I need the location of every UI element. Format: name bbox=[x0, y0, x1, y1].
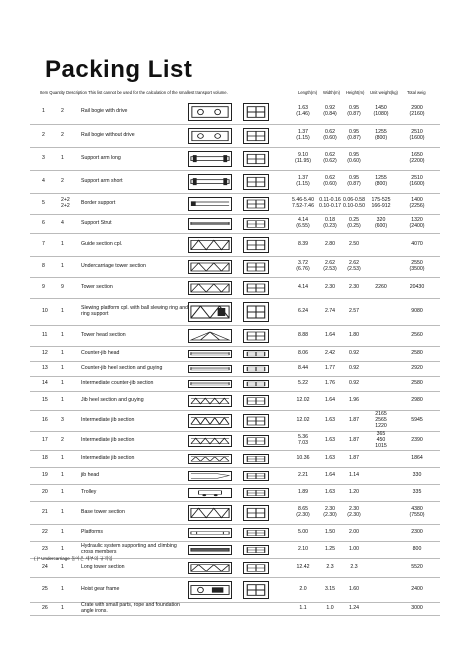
item-length: 2.10 bbox=[297, 546, 309, 553]
item-number: 18 bbox=[42, 455, 48, 462]
cross-section-icon bbox=[243, 174, 269, 190]
item-total-weight: 3000 bbox=[411, 605, 423, 612]
item-width: 2.30 (2.30) bbox=[323, 506, 337, 518]
item-width: 0.18 (0.23) bbox=[323, 217, 337, 229]
item-height: 0.92 bbox=[348, 380, 360, 387]
item-unit-weight bbox=[370, 525, 392, 541]
item-total-weight: 335 bbox=[412, 489, 422, 496]
item-unit-weight bbox=[370, 377, 392, 391]
page-title: Packing List bbox=[45, 56, 193, 83]
item-description: Hydraulic system supporting and climbing cross members bbox=[81, 543, 177, 555]
item-number: 16 bbox=[42, 417, 48, 424]
item-height: 2.3 bbox=[350, 564, 358, 571]
cross-section-icon bbox=[243, 562, 269, 574]
item-quantity: 1 bbox=[61, 489, 64, 496]
item-quantity: 1 bbox=[61, 455, 64, 462]
item-total-weight: 4380 (7550) bbox=[409, 506, 425, 518]
item-height: 2.00 bbox=[348, 529, 360, 536]
cross-section-icon bbox=[243, 329, 269, 343]
item-number: 14 bbox=[42, 380, 48, 387]
item-total-weight: 1864 bbox=[411, 455, 423, 462]
lattice-section-icon bbox=[188, 237, 232, 253]
slewing-platform-icon bbox=[188, 302, 232, 322]
item-height: 0.95 (0.87) bbox=[347, 129, 361, 141]
item-height: 2.30 bbox=[348, 284, 360, 291]
cross-section-icon bbox=[243, 395, 269, 407]
item-total-weight: 2510 (1600) bbox=[409, 129, 425, 141]
lattice-section-icon bbox=[188, 281, 232, 295]
item-unit-weight bbox=[370, 257, 392, 277]
item-total-weight: 5945 bbox=[411, 417, 423, 424]
item-width: 1.63 bbox=[324, 437, 336, 444]
cross-section-icon bbox=[243, 505, 269, 521]
item-width: 2.80 bbox=[324, 241, 336, 248]
item-quantity: 1 bbox=[61, 509, 64, 516]
table-row bbox=[30, 148, 440, 171]
jib-section-icon bbox=[188, 395, 232, 407]
table-row bbox=[30, 468, 440, 485]
cross-section-icon bbox=[243, 488, 269, 498]
border-support-icon bbox=[188, 197, 232, 211]
item-quantity: 2 bbox=[61, 132, 64, 139]
item-total-weight: 2400 bbox=[411, 586, 423, 593]
item-unit-weight bbox=[370, 326, 392, 346]
item-unit-weight bbox=[370, 502, 392, 524]
item-total-weight: 1320 (2400) bbox=[409, 217, 425, 229]
item-number: 25 bbox=[42, 586, 48, 593]
item-length: 1.63 (1.46) bbox=[296, 105, 310, 117]
cross-section-icon bbox=[243, 281, 269, 295]
item-length: 5.22 bbox=[297, 380, 309, 387]
item-length: 5.46-5.40 7.52-7.46 bbox=[292, 197, 314, 209]
item-quantity: 1 bbox=[61, 546, 64, 553]
item-width: 0.62 (0.62) bbox=[323, 152, 337, 164]
item-height: 2.57 bbox=[348, 308, 360, 315]
packing-table bbox=[30, 100, 440, 616]
table-row bbox=[30, 362, 440, 377]
item-width: 0.92 (0.84) bbox=[323, 105, 337, 117]
item-quantity: 2 bbox=[61, 108, 64, 115]
item-unit-weight: 175-525 166-912 bbox=[371, 197, 391, 209]
item-length: 9.10 (11.95) bbox=[294, 152, 312, 164]
platform-icon bbox=[188, 528, 232, 538]
item-length: 10.36 bbox=[296, 455, 310, 462]
item-quantity: 1 bbox=[61, 332, 64, 339]
support-arm-icon bbox=[188, 174, 232, 190]
item-description: Long tower section bbox=[81, 564, 125, 571]
item-quantity: 9 bbox=[61, 284, 64, 291]
item-height: 2.30 (2.30) bbox=[347, 506, 361, 518]
item-width: 0.11-0.16 0.10-0.17 bbox=[319, 197, 341, 209]
item-unit-weight bbox=[370, 362, 392, 376]
table-row bbox=[30, 194, 440, 215]
item-total-weight: 1650 (2200) bbox=[409, 152, 425, 164]
item-total-weight: 20430 bbox=[409, 284, 425, 291]
item-height: 0.95 (0.60) bbox=[347, 152, 361, 164]
table-row bbox=[30, 525, 440, 542]
jib-section-icon bbox=[188, 454, 232, 464]
cross-section-icon bbox=[243, 350, 269, 358]
item-length: 4.14 bbox=[297, 284, 309, 291]
item-length: 12.02 bbox=[296, 417, 310, 424]
item-width: 1.64 bbox=[324, 472, 336, 479]
item-height: 0.06-0.58 0.10-0.50 bbox=[343, 197, 365, 209]
item-total-weight: 2580 bbox=[411, 350, 423, 357]
item-length: 6.24 bbox=[297, 308, 309, 315]
item-description: Counter-jib head bbox=[81, 350, 120, 357]
item-unit-weight bbox=[370, 299, 392, 325]
header-total-weight: Total weig bbox=[407, 90, 426, 95]
item-number: 5 bbox=[42, 200, 45, 207]
header-description: Item Quantity Description This list cannot be used for the calculation of the smallest transport volume. bbox=[40, 90, 228, 95]
item-length: 8.39 bbox=[297, 241, 309, 248]
item-number: 22 bbox=[42, 529, 48, 536]
item-unit-weight bbox=[370, 148, 392, 170]
item-number: 3 bbox=[42, 155, 45, 162]
cross-section-icon bbox=[243, 103, 269, 121]
tower-head-icon bbox=[188, 329, 232, 343]
item-quantity: 4 bbox=[61, 220, 64, 227]
trolley-icon bbox=[188, 488, 232, 498]
item-height: 1.20 bbox=[348, 489, 360, 496]
item-length: 5.00 bbox=[297, 529, 309, 536]
item-length: 1.1 bbox=[299, 605, 307, 612]
strut-icon bbox=[188, 218, 232, 230]
item-total-weight: 2550 (3500) bbox=[409, 260, 425, 272]
item-length: 4.14 (6.55) bbox=[296, 217, 310, 229]
item-number: 13 bbox=[42, 365, 48, 372]
item-description: jib head bbox=[81, 472, 100, 479]
item-length: 2.0 bbox=[299, 586, 307, 593]
table-row bbox=[30, 326, 440, 347]
item-number: 8 bbox=[42, 263, 45, 270]
item-quantity: 2 bbox=[61, 178, 64, 185]
jib-section-icon bbox=[188, 435, 232, 447]
item-quantity: 1 bbox=[61, 155, 64, 162]
table-row bbox=[30, 234, 440, 257]
item-description: Counter-jib heel section and guying bbox=[81, 365, 163, 372]
item-total-weight: 2980 bbox=[411, 397, 423, 404]
item-unit-weight bbox=[370, 578, 392, 602]
item-unit-weight: 2260 bbox=[375, 284, 387, 291]
table-row bbox=[30, 299, 440, 326]
support-arm-icon bbox=[188, 151, 232, 167]
lattice-section-icon bbox=[188, 505, 232, 521]
jib-head-icon bbox=[188, 471, 232, 481]
item-length: 8.06 bbox=[297, 350, 309, 357]
item-unit-weight bbox=[370, 542, 392, 558]
cross-section-icon bbox=[243, 197, 269, 211]
item-height: 2.50 bbox=[348, 241, 360, 248]
item-description: Trolley bbox=[81, 489, 97, 496]
item-length: 2.21 bbox=[297, 472, 309, 479]
item-unit-weight: 1255 (800) bbox=[374, 129, 388, 141]
item-quantity: 2+2 2+2 bbox=[61, 197, 70, 209]
item-unit-weight: 1450 (1080) bbox=[373, 105, 389, 117]
item-description: Tower section bbox=[81, 284, 113, 291]
item-height: 0.95 (0.87) bbox=[347, 175, 361, 187]
table-row bbox=[30, 603, 440, 616]
cross-section-icon bbox=[243, 545, 269, 555]
item-description: Intermediate jib section bbox=[81, 455, 135, 462]
item-height: 0.95 (0.87) bbox=[347, 105, 361, 117]
header-unit-weight: Unit weight(kg) bbox=[370, 90, 398, 95]
item-number: 11 bbox=[42, 332, 48, 339]
item-description: Intermediate jib section bbox=[81, 437, 135, 444]
item-description: Intermediate counter-jib section bbox=[81, 380, 154, 387]
item-total-weight: 2900 (2160) bbox=[409, 105, 425, 117]
item-description: Support arm short bbox=[81, 178, 123, 185]
counter-jib-icon bbox=[188, 350, 232, 358]
cross-section-icon bbox=[243, 581, 269, 599]
item-quantity: 1 bbox=[61, 529, 64, 536]
cross-section-icon bbox=[243, 471, 269, 481]
item-number: 23 bbox=[42, 546, 48, 553]
item-height: 1.24 bbox=[348, 605, 360, 612]
item-quantity: 1 bbox=[61, 241, 64, 248]
item-total-weight: 2510 (1600) bbox=[409, 175, 425, 187]
item-number: 24 bbox=[42, 564, 48, 571]
item-width: 3.15 bbox=[324, 586, 336, 593]
cross-section-icon bbox=[243, 302, 269, 322]
cross-section-icon bbox=[243, 128, 269, 144]
item-description: Guide section cpl. bbox=[81, 241, 123, 248]
item-quantity: 1 bbox=[61, 365, 64, 372]
item-number: 6 bbox=[42, 220, 45, 227]
item-description: Border support bbox=[81, 200, 116, 207]
item-quantity: 1 bbox=[61, 350, 64, 357]
item-length: 12.02 bbox=[296, 397, 310, 404]
item-number: 2 bbox=[42, 132, 45, 139]
item-width: 1.77 bbox=[324, 365, 336, 372]
item-number: 17 bbox=[42, 437, 48, 444]
item-number: 9 bbox=[42, 284, 45, 291]
item-width: 2.30 bbox=[324, 284, 336, 291]
item-description: Tower head section bbox=[81, 332, 126, 339]
item-description: Slewing platform cpl. with ball slewing ring and ring support bbox=[81, 305, 188, 317]
lattice-section-icon bbox=[188, 260, 232, 274]
item-length: 8.65 (2.30) bbox=[296, 506, 310, 518]
item-total-weight: 9080 bbox=[411, 308, 423, 315]
cross-section-icon bbox=[243, 414, 269, 428]
item-description: Jib heel section and guying bbox=[81, 397, 144, 404]
rail-bogie-icon bbox=[188, 103, 232, 121]
item-unit-weight bbox=[370, 347, 392, 361]
item-width: 2.42 bbox=[324, 350, 336, 357]
item-quantity: 1 bbox=[61, 472, 64, 479]
item-description: Support Strut bbox=[81, 220, 112, 227]
table-row bbox=[30, 171, 440, 194]
item-number: 20 bbox=[42, 489, 48, 496]
item-unit-weight: 1255 (800) bbox=[374, 175, 388, 187]
item-height: 1.80 bbox=[348, 332, 360, 339]
item-number: 1 bbox=[42, 108, 45, 115]
table-row bbox=[30, 257, 440, 278]
item-width: 1.63 bbox=[324, 417, 336, 424]
item-height: 1.14 bbox=[348, 472, 360, 479]
header-width: Width(m) bbox=[323, 90, 340, 95]
item-description: Base tower section bbox=[81, 509, 125, 516]
item-height: 0.92 bbox=[348, 350, 360, 357]
item-quantity: 1 bbox=[61, 586, 64, 593]
item-unit-weight bbox=[370, 485, 392, 501]
item-height: 1.60 bbox=[348, 586, 360, 593]
item-total-weight: 4070 bbox=[411, 241, 423, 248]
counter-jib-icon bbox=[188, 365, 232, 373]
item-description: Hoist gear frame bbox=[81, 586, 120, 593]
item-length: 8.88 bbox=[297, 332, 309, 339]
item-unit-weight bbox=[370, 468, 392, 484]
item-unit-weight: 320 (600) bbox=[374, 217, 388, 229]
cross-section-icon bbox=[243, 365, 269, 373]
cross-section-icon bbox=[243, 435, 269, 447]
cross-section-icon bbox=[243, 260, 269, 274]
table-row bbox=[30, 578, 440, 603]
item-description: Rail bogie with drive bbox=[81, 108, 128, 115]
item-height: 0.25 (0.25) bbox=[347, 217, 361, 229]
hydraulic-icon bbox=[188, 545, 232, 555]
item-number: 15 bbox=[42, 397, 48, 404]
item-quantity: 1 bbox=[61, 263, 64, 270]
item-total-weight: 2560 bbox=[411, 332, 423, 339]
item-height: 1.87 bbox=[348, 417, 360, 424]
item-total-weight: 5520 bbox=[411, 564, 423, 571]
item-description: Intermediate jib section bbox=[81, 417, 135, 424]
table-row bbox=[30, 451, 440, 468]
item-width: 2.74 bbox=[324, 308, 336, 315]
item-quantity: 1 bbox=[61, 308, 64, 315]
item-number: 10 bbox=[42, 308, 48, 315]
item-description: Platforms bbox=[81, 529, 103, 536]
item-width: 1.63 bbox=[324, 489, 336, 496]
item-height: 1.87 bbox=[348, 437, 360, 444]
item-length: 3.72 (6.76) bbox=[296, 260, 310, 272]
item-total-weight: 2920 bbox=[411, 365, 423, 372]
item-quantity: 3 bbox=[61, 417, 64, 424]
table-row bbox=[30, 411, 440, 432]
item-width: 1.64 bbox=[324, 332, 336, 339]
item-width: 0.62 (0.60) bbox=[323, 129, 337, 141]
table-row bbox=[30, 432, 440, 451]
item-height: 2.62 (2.53) bbox=[347, 260, 361, 272]
cross-section-icon bbox=[243, 528, 269, 538]
table-row bbox=[30, 485, 440, 502]
item-total-weight: 2300 bbox=[411, 529, 423, 536]
item-length: 1.89 bbox=[297, 489, 309, 496]
item-description: Undercarriage tower section bbox=[81, 263, 146, 270]
item-width: 1.63 bbox=[324, 455, 336, 462]
table-row bbox=[30, 215, 440, 234]
item-number: 4 bbox=[42, 178, 45, 185]
cross-section-icon bbox=[243, 380, 269, 388]
item-width: 0.62 (0.60) bbox=[323, 175, 337, 187]
item-total-weight: 1400 (2256) bbox=[409, 197, 425, 209]
header-length: Length(m) bbox=[298, 90, 318, 95]
table-row bbox=[30, 377, 440, 392]
item-height: 1.00 bbox=[348, 546, 360, 553]
table-row bbox=[30, 347, 440, 362]
item-number: 19 bbox=[42, 472, 48, 479]
item-unit-weight bbox=[370, 603, 392, 615]
item-length: 8.44 bbox=[297, 365, 309, 372]
item-width: 2.62 (2.53) bbox=[323, 260, 337, 272]
item-unit-weight bbox=[370, 392, 392, 410]
item-width: 1.25 bbox=[324, 546, 336, 553]
item-total-weight: 330 bbox=[412, 472, 422, 479]
item-number: 7 bbox=[42, 241, 45, 248]
item-height: 0.92 bbox=[348, 365, 360, 372]
item-total-weight: 800 bbox=[412, 546, 422, 553]
item-width: 1.50 bbox=[324, 529, 336, 536]
item-unit-weight: 2165 2565 1220 bbox=[375, 411, 387, 429]
item-length: 5.36 7.03 bbox=[297, 434, 309, 446]
item-total-weight: 2580 bbox=[411, 380, 423, 387]
item-quantity: 1 bbox=[61, 605, 64, 612]
item-length: 1.37 (1.15) bbox=[296, 175, 310, 187]
item-description: Rail bogie without drive bbox=[81, 132, 135, 139]
item-length: 1.37 (1.15) bbox=[296, 129, 310, 141]
item-width: 1.64 bbox=[324, 397, 336, 404]
item-number: 21 bbox=[42, 509, 48, 516]
item-height: 1.87 bbox=[348, 455, 360, 462]
jib-section-icon bbox=[188, 414, 232, 428]
item-height: 1.96 bbox=[348, 397, 360, 404]
table-header bbox=[40, 90, 435, 100]
item-quantity: 1 bbox=[61, 564, 64, 571]
item-number: 12 bbox=[42, 350, 48, 357]
item-width: 1.0 bbox=[326, 605, 334, 612]
counter-jib-icon bbox=[188, 380, 232, 388]
item-quantity: 1 bbox=[61, 397, 64, 404]
table-row bbox=[30, 100, 440, 125]
rail-bogie-icon bbox=[188, 128, 232, 144]
table-row bbox=[30, 278, 440, 299]
table-row bbox=[30, 502, 440, 525]
cross-section-icon bbox=[243, 454, 269, 464]
hoist-gear-icon bbox=[188, 581, 232, 599]
cross-section-icon bbox=[243, 218, 269, 230]
cross-section-icon bbox=[243, 237, 269, 253]
header-height: Height(m) bbox=[346, 90, 365, 95]
item-unit-weight bbox=[370, 451, 392, 467]
item-quantity: 1 bbox=[61, 380, 64, 387]
cross-section-icon bbox=[243, 151, 269, 167]
table-row bbox=[30, 125, 440, 148]
item-description: Crate with small parts, rope and foundation angle irons. bbox=[81, 602, 180, 614]
item-description: Support arm long bbox=[81, 155, 121, 162]
item-unit-weight bbox=[370, 559, 392, 577]
item-width: 2.3 bbox=[326, 564, 334, 571]
footnote: ( )* Undercarriage 돌아온 세부의 규격임 bbox=[34, 556, 113, 561]
item-total-weight: 2390 bbox=[411, 437, 423, 444]
item-quantity: 2 bbox=[61, 437, 64, 444]
item-unit-weight: 365 450 1015 bbox=[375, 431, 387, 449]
lattice-section-icon bbox=[188, 562, 232, 574]
item-unit-weight bbox=[370, 234, 392, 256]
item-length: 12.42 bbox=[296, 564, 310, 571]
item-width: 1.76 bbox=[324, 380, 336, 387]
table-row bbox=[30, 392, 440, 411]
item-number: 26 bbox=[42, 605, 48, 612]
